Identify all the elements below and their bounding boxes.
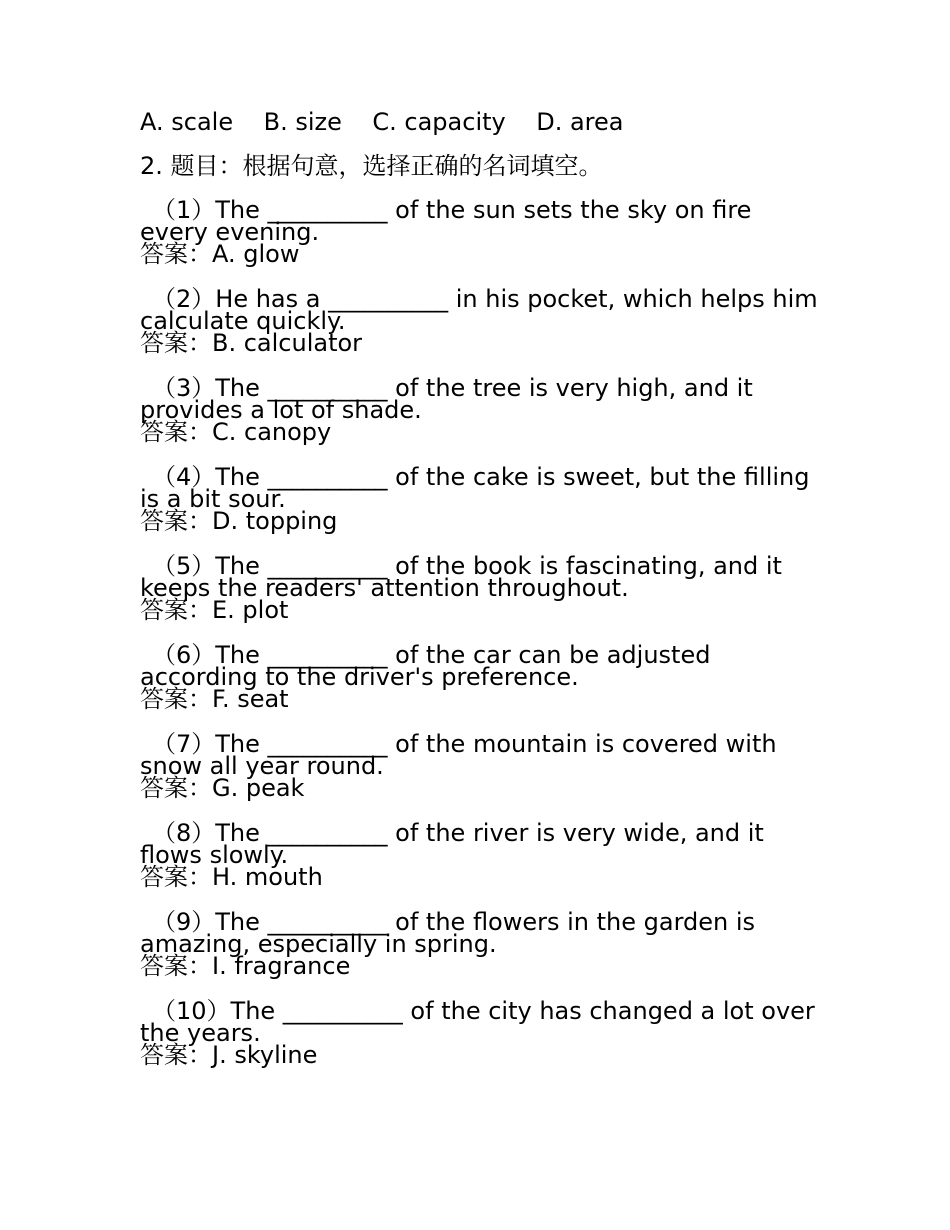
question-text: （7）The __________ of the mountain is covered with snow all year round. [140, 730, 777, 780]
answer-text: 答案：G. peak [140, 774, 305, 802]
question-item [140, 455, 820, 544]
question-item [140, 277, 820, 366]
question-item [140, 188, 820, 277]
section-heading: 2. 题目：根据句意，选择正确的名词填空。 [140, 152, 603, 180]
question-item [140, 633, 820, 722]
document-content [140, 100, 820, 1078]
question-text: （10）The __________ of the city has changed a lot over the years. [140, 997, 815, 1047]
answer-text: 答案：I. fragrance [140, 952, 351, 980]
answer-text: 答案：H. mouth [140, 863, 323, 891]
question-text: （6）The __________ of the car can be adjusted according to the driver's preference. [140, 641, 711, 691]
question-text: （3）The __________ of the tree is very high, and it provides a lot of shade. [140, 374, 753, 424]
question-item [140, 544, 820, 633]
answer-text: 答案：E. plot [140, 596, 289, 624]
answer-text: 答案：C. canopy [140, 418, 332, 446]
answer-text: 答案：F. seat [140, 685, 289, 713]
question-item [140, 989, 820, 1078]
question-item [140, 900, 820, 989]
answer-text: 答案：J. skyline [140, 1041, 318, 1069]
question-text: （2）He has a __________ in his pocket, which helps him calculate quickly. [140, 285, 818, 335]
question-text: （5）The __________ of the book is fascinating, and it keeps the readers' attention throughout. [140, 552, 782, 602]
question-text: （1）The __________ of the sun sets the sky on fire every evening. [140, 196, 752, 246]
question-item [140, 366, 820, 455]
question-text: （8）The __________ of the river is very wide, and it flows slowly. [140, 819, 764, 869]
question-item [140, 811, 820, 900]
answer-text: 答案：D. topping [140, 507, 338, 535]
question-item [140, 722, 820, 811]
answer-text: 答案：B. calculator [140, 329, 363, 357]
options-line: A. scale B. size C. capacity D. area [140, 108, 624, 136]
question-text: （9）The __________ of the flowers in the garden is amazing, especially in spring. [140, 908, 756, 958]
question-text: （4）The __________ of the cake is sweet, but the filling is a bit sour. [140, 463, 810, 513]
answer-text: 答案：A. glow [140, 240, 300, 268]
